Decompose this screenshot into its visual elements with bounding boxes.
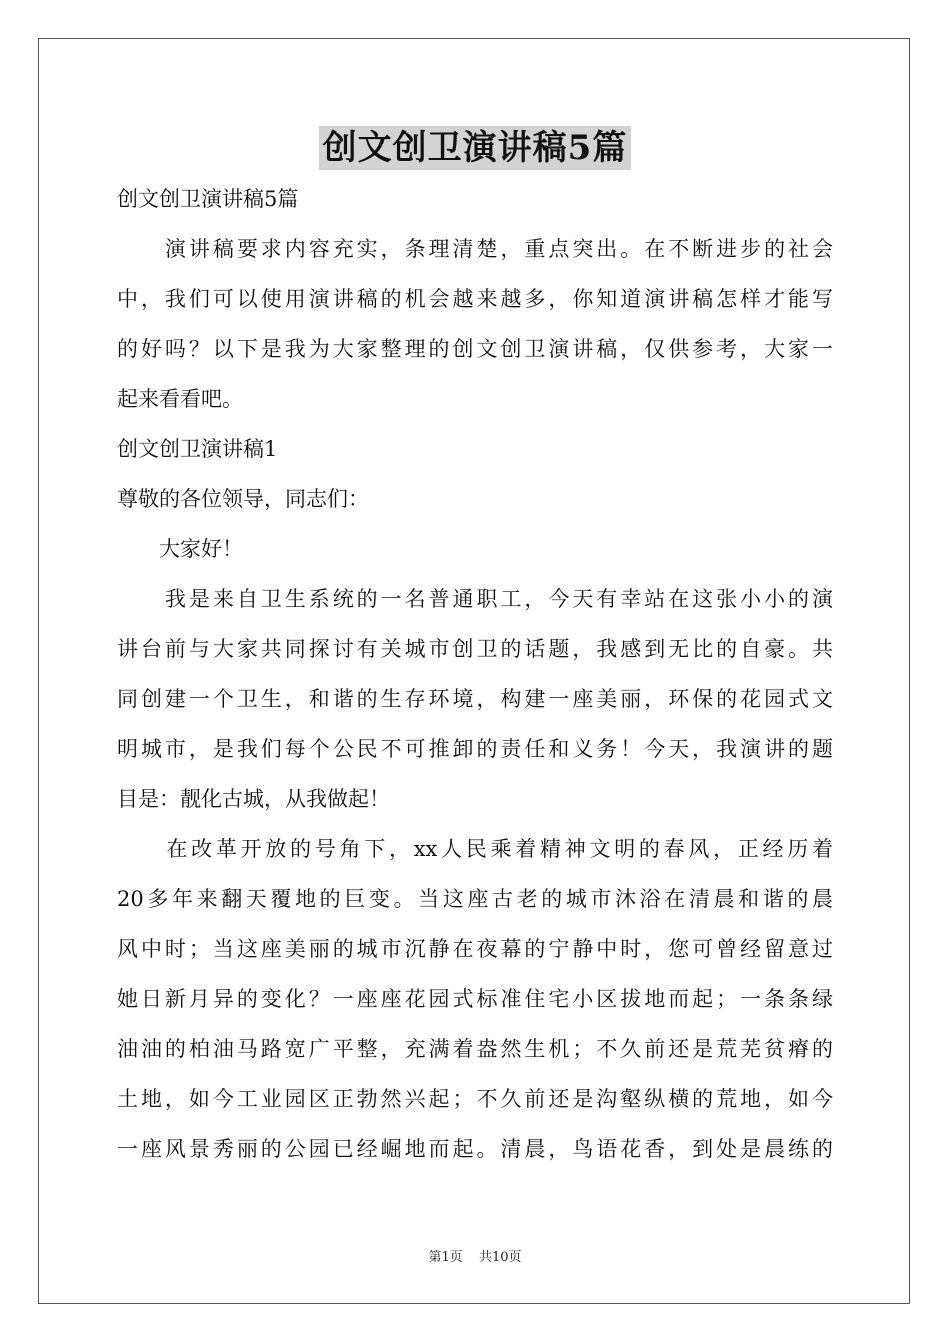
greeting: 大家好！ (117, 537, 243, 561)
body-line: 我是来自卫生系统的一名普通职工，今天有幸站在这张小小的演 (117, 587, 833, 611)
section-heading: 创文创卫演讲稿1 (117, 437, 278, 461)
body-line: 明城市，是我们每个公民不可推卸的责任和义务！今天，我演讲的题 (117, 737, 833, 761)
title-container (0, 126, 950, 170)
body-line: 讲台前与大家共同探讨有关城市创卫的话题，我感到无比的自豪。共 (117, 637, 833, 661)
subtitle-line: 创文创卫演讲稿5篇 (117, 187, 299, 211)
body-line: 风中时；当这座美丽的城市沉静在夜幕的宁静中时，您可曾经留意过 (117, 937, 833, 961)
page-border (38, 38, 910, 1304)
document-title: 创文创卫演讲稿5篇 (319, 126, 632, 170)
body-line: 的好吗？以下是我为大家整理的创文创卫演讲稿，仅供参考，大家一 (117, 337, 833, 361)
body-line: 起来看看吧。 (117, 387, 243, 411)
body-line: 目是：靓化古城，从我做起！ (117, 787, 390, 811)
page-footer (0, 1246, 950, 1265)
body-line: 油油的柏油马路宽广平整，充满着盎然生机；不久前还是荒芜贫瘠的 (117, 1037, 833, 1061)
page-total: 共10页 (478, 1250, 522, 1265)
body-line: 一座风景秀丽的公园已经崛地而起。清晨，鸟语花香，到处是晨练的 (117, 1137, 833, 1161)
body-line: 她日新月异的变化？一座座花园式标准住宅小区拔地而起；一条条绿 (117, 987, 833, 1011)
body-line: 20多年来翻天覆地的巨变。当这座古老的城市沐浴在清晨和谐的晨 (117, 887, 833, 911)
body-line: 土地，如今工业园区正勃然兴起；不久前还是沟壑纵横的荒地，如今 (117, 1087, 833, 1111)
body-line: 在改革开放的号角下，xx人民乘着精神文明的春风，正经历着 (117, 837, 833, 861)
body-line: 演讲稿要求内容充实，条理清楚，重点突出。在不断进步的社会 (117, 237, 833, 261)
salutation: 尊敬的各位领导，同志们： (117, 487, 369, 511)
body-line: 中，我们可以使用演讲稿的机会越来越多，你知道演讲稿怎样才能写 (117, 287, 833, 311)
body-line: 同创建一个卫生，和谐的生存环境，构建一座美丽，环保的花园式文 (117, 687, 833, 711)
page-number: 第1页 (428, 1250, 463, 1265)
